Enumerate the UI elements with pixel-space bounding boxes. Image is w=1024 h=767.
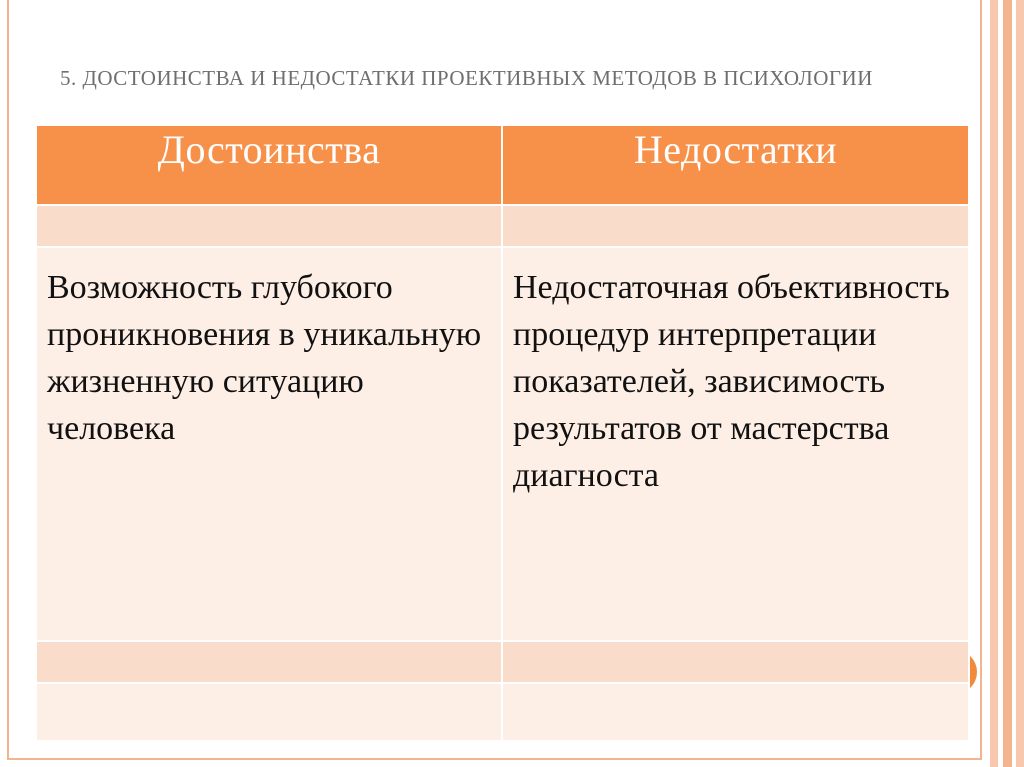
header-advantages: Достоинства: [36, 125, 502, 205]
empty-cell: [36, 641, 502, 683]
empty-cell: [36, 683, 502, 741]
empty-cell: [502, 641, 969, 683]
disadvantage-text: Недостаточная объективность процедур интерпретации показателей, зависимость результатов от мастерства диагноста: [513, 269, 950, 494]
comparison-table: [35, 124, 970, 742]
decorative-stripes: [990, 0, 1024, 767]
spacer-cell: [502, 205, 969, 247]
disadvantage-cell: [502, 247, 969, 641]
empty-cell: [502, 683, 969, 741]
advantage-cell: [36, 247, 502, 641]
table-row-empty: [36, 683, 969, 741]
table-row-spacer: [36, 205, 969, 247]
spacer-cell: [36, 205, 502, 247]
advantage-text: Возможность глубокого проникновения в уникальную жизненную ситуацию человека: [47, 269, 482, 447]
table-row: [36, 247, 969, 641]
table-row-empty: [36, 641, 969, 683]
header-disadvantages: Недостатки: [502, 125, 969, 205]
table-header-row: [36, 125, 969, 205]
slide-title: 5. ДОСТОИНСТВА И НЕДОСТАТКИ ПРОЕКТИВНЫХ МЕТОДОВ В ПСИХОЛОГИИ: [60, 66, 873, 90]
